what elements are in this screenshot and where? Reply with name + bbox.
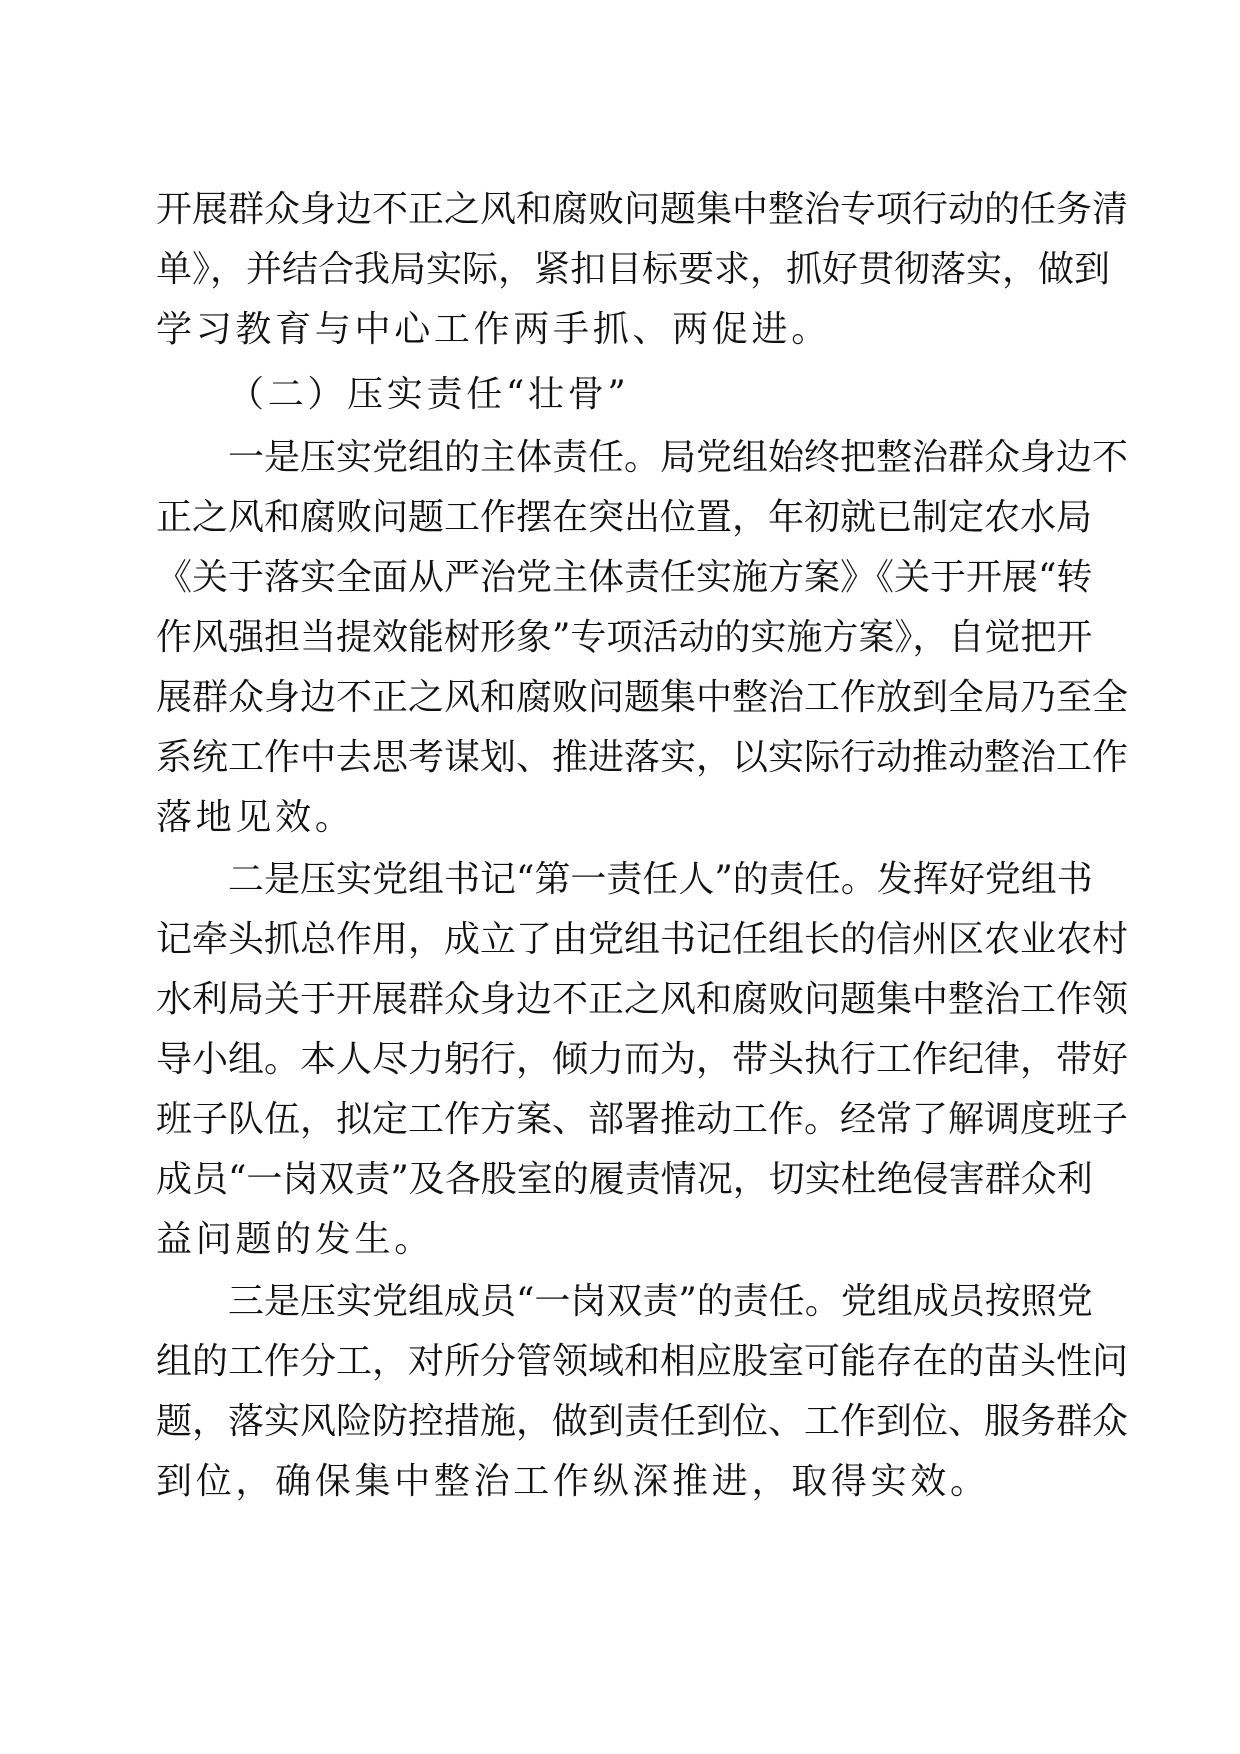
- text-line: 学习教育与中心工作两手抓、两促进。: [156, 309, 831, 350]
- text-line: 成员“一岗双责”及各股室的履责情况，切实杜绝侵害群众利: [156, 1159, 1093, 1200]
- text-line: 展群众身边不正之风和腐败问题集中整治工作放到全局乃至全: [156, 677, 1129, 718]
- text-line: 单》，并结合我局实际，紧扣目标要求，抓好贯彻落实，做到: [156, 249, 1111, 290]
- text-line: 系统工作中去思考谋划、推进落实，以实际行动推动整治工作: [156, 737, 1129, 778]
- text-line: 班子队伍，拟定工作方案、部署推动工作。经常了解调度班子: [156, 1099, 1129, 1140]
- text-line: 题，落实风险防控措施，做到责任到位、工作到位、服务群众: [156, 1401, 1129, 1442]
- text-line: 组的工作分工，对所分管领域和相应股室可能存在的苗头性问: [156, 1341, 1129, 1382]
- text-line: 二是压实党组书记“第一责任人”的责任。发挥好党组书: [228, 859, 1093, 900]
- text-line: 落地见效。: [156, 797, 355, 838]
- text-line: 开展群众身边不正之风和腐败问题集中整治专项行动的任务清: [156, 189, 1129, 230]
- text-line: 作风强担当提效能树形象”专项活动的实施方案》，自觉把开: [156, 617, 1093, 658]
- text-line: 益问题的发生。: [156, 1219, 434, 1260]
- text-line: 三是压实党组成员“一岗双责”的责任。党组成员按照党: [228, 1281, 1093, 1322]
- text-line: 一是压实党组的主体责任。局党组始终把整治群众身边不: [228, 437, 1129, 478]
- text-line: 到位，确保集中整治工作纵深推进，取得实效。: [156, 1461, 990, 1502]
- text-line: 《关于落实全面从严治党主体责任实施方案》《关于开展“转: [156, 557, 1093, 598]
- text-line: 水利局关于开展群众身边不正之风和腐败问题集中整治工作领: [156, 979, 1129, 1020]
- text-line: 导小组。本人尽力躬行，倾力而为，带头执行工作纪律，带好: [156, 1039, 1129, 1080]
- text-line: 记牵头抓总作用，成立了由党组书记任组长的信州区农业农村: [156, 919, 1129, 960]
- text-line: 正之风和腐败问题工作摆在突出位置，年初就已制定农水局: [156, 497, 1093, 538]
- section-heading: （二）压实责任“壮骨”: [228, 374, 630, 415]
